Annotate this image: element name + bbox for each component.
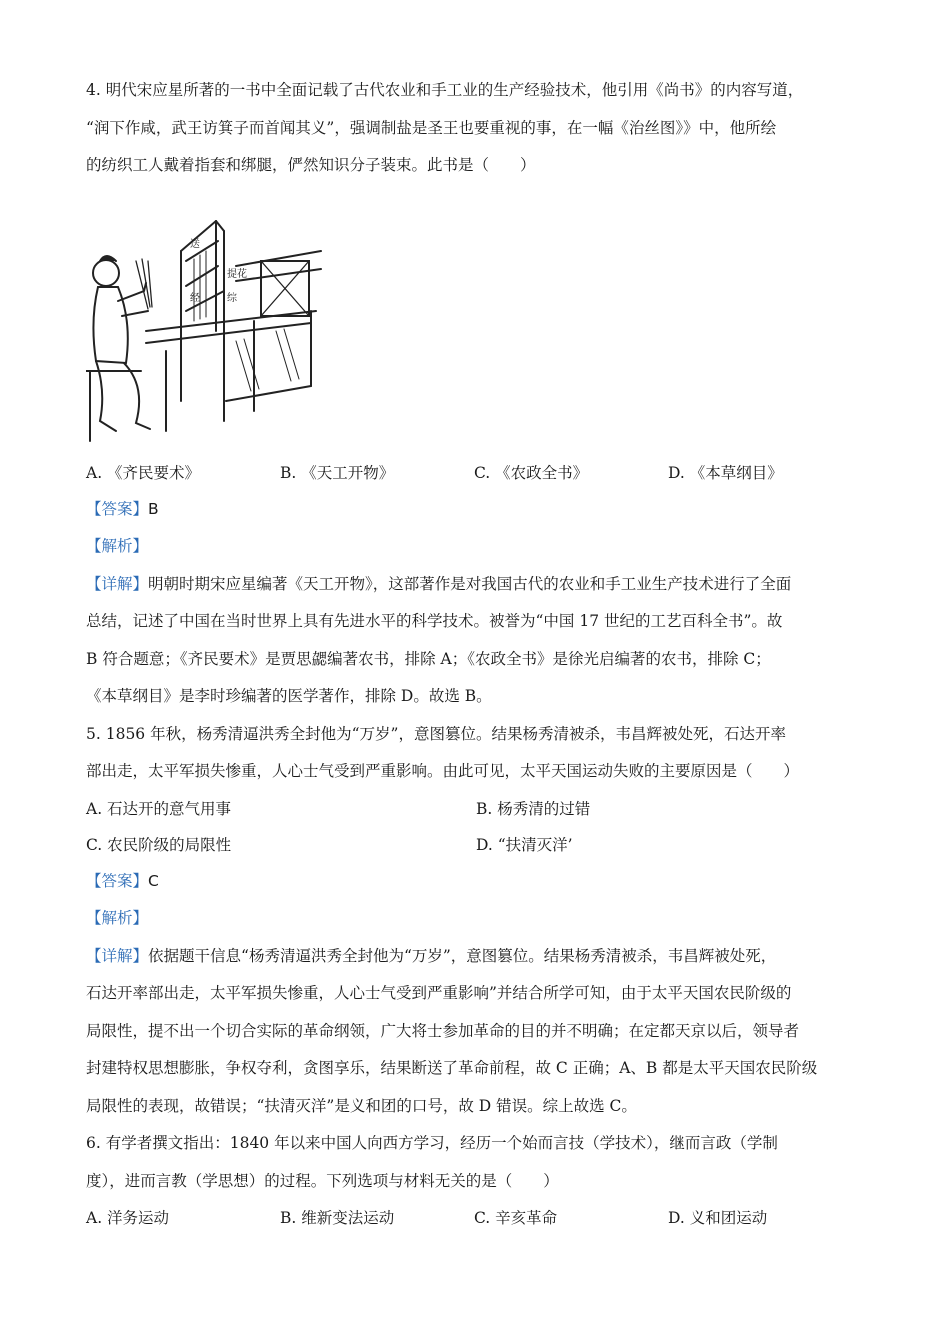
option-a: A. 《齐民要术》 bbox=[86, 463, 201, 482]
answer-tag: 【答案】 bbox=[86, 499, 149, 518]
question-text-line: “润下作咸，武王访箕子而首闻其义”，强调制盐是圣王也要重视的事，在一幅《治丝图》》中，他所绘 bbox=[86, 118, 777, 137]
answer-line bbox=[86, 491, 866, 529]
detail-line: 封建特权思想膨胀，争权夺利，贪图享乐，结果断送了革命前程，故 C 正确；A、B 都是太平天国农民阶级 bbox=[86, 1059, 818, 1077]
exam-page bbox=[86, 72, 866, 1236]
analysis-tag: 【解析】 bbox=[86, 537, 149, 555]
option-a: A. 洋务运动 bbox=[86, 1209, 170, 1227]
option-b: B. 杨秀清的过错 bbox=[476, 799, 591, 818]
answer-options bbox=[86, 1200, 866, 1236]
option-d: D. 义和团运动 bbox=[668, 1209, 768, 1227]
detail-line: 局限性，提不出一个切合实际的革命纲领，广大将士参加革命的目的并不明确；在定都天京以后，领导者 bbox=[86, 1021, 800, 1040]
analysis-tag: 【解析】 bbox=[86, 909, 149, 927]
detail-text: 明朝时期宋应星编著《天工开物》，这部著作是对我国古代的农业和手工业生产技术进行了全面 bbox=[148, 574, 792, 593]
question-text-line: 5. 1856 年秋，杨秀清逼洪秀全封他为“万岁”，意图篡位。结果杨秀清被杀，韦昌辉被处死，石达开率 bbox=[86, 724, 786, 743]
option-a: A. 石达开的意气用事 bbox=[86, 799, 232, 818]
detail-line: 总结，记述了中国在当时世界上具有先进水平的科学技术。被誉为“中国 17 世纪的工艺百科全书”。故 bbox=[86, 612, 783, 630]
option-d: D. 《本草纲目》 bbox=[668, 463, 783, 482]
answer-value: B bbox=[148, 499, 159, 518]
question-text-line: 的纺织工人戴着指套和绑腿，俨然知识分子装束。此书是（ ） bbox=[86, 156, 536, 174]
detail-tag: 【详解】 bbox=[86, 946, 149, 965]
detail-line: 石达开率部出走，太平军损失惨重，人心士气受到严重影响”并结合所学可知，由于太平天国农民阶级的 bbox=[86, 984, 792, 1002]
question-4 bbox=[86, 72, 866, 716]
loom-label: 送 bbox=[190, 238, 200, 250]
detail-line bbox=[86, 938, 866, 976]
answer-options bbox=[86, 827, 866, 863]
option-d: D. “扶清灭洋’ bbox=[476, 835, 573, 854]
weaving-loom-illustration bbox=[86, 191, 324, 449]
option-b: B. 维新变法运动 bbox=[280, 1209, 395, 1227]
loom-label: 提花 bbox=[227, 268, 247, 280]
question-text-line: 6. 有学者撰文指出：1840 年以来中国人向西方学习，经历一个始而言技（学技术），继而言政（学制 bbox=[86, 1134, 778, 1152]
option-c: C. 《农政全书》 bbox=[474, 463, 589, 482]
detail-line bbox=[86, 566, 866, 604]
option-c: C. 辛亥革命 bbox=[474, 1209, 558, 1227]
answer-options bbox=[86, 791, 866, 827]
answer-options bbox=[86, 455, 866, 491]
detail-line: 局限性的表现，故错误；“扶清灭洋”是义和团的口号，故 D 错误。综上故选 C。 bbox=[86, 1096, 637, 1115]
option-c: C. 农民阶级的局限性 bbox=[86, 835, 232, 854]
detail-tag: 【详解】 bbox=[86, 574, 149, 593]
answer-line bbox=[86, 863, 866, 901]
answer-value: C bbox=[148, 871, 159, 890]
question-5 bbox=[86, 716, 866, 1126]
answer-tag: 【答案】 bbox=[86, 871, 149, 890]
detail-line: B 符合题意；《齐民要术》是贾思勰编著农书，排除 A；《农政全书》是徐光启编著的农书，排除 C； bbox=[86, 649, 771, 668]
weaving-loom-illustration-icon bbox=[86, 191, 324, 449]
question-6 bbox=[86, 1125, 866, 1236]
loom-label: 经 bbox=[190, 292, 200, 304]
question-text-line: 部出走，太平军损失惨重，人心士气受到严重影响。由此可见，太平天国运动失败的主要原因是（ ） bbox=[86, 762, 800, 780]
question-text-line: 度），进而言教（学思想）的过程。下列选项与材料无关的是（ ） bbox=[86, 1171, 559, 1190]
option-b: B. 《天工开物》 bbox=[280, 463, 395, 482]
detail-text: 依据题干信息“杨秀清逼洪秀全封他为“万岁”，意图篡位。结果杨秀清被杀，韦昌辉被处死， bbox=[148, 946, 777, 965]
loom-label: 综 bbox=[227, 292, 237, 304]
detail-line: 《本草纲目》是李时珍编著的医学著作，排除 D。故选 B。 bbox=[86, 687, 492, 705]
question-text-line: 4. 明代宋应星所著的一书中全面记载了古代农业和手工业的生产经验技术，他引用《尚书》的内容写道， bbox=[86, 81, 804, 99]
